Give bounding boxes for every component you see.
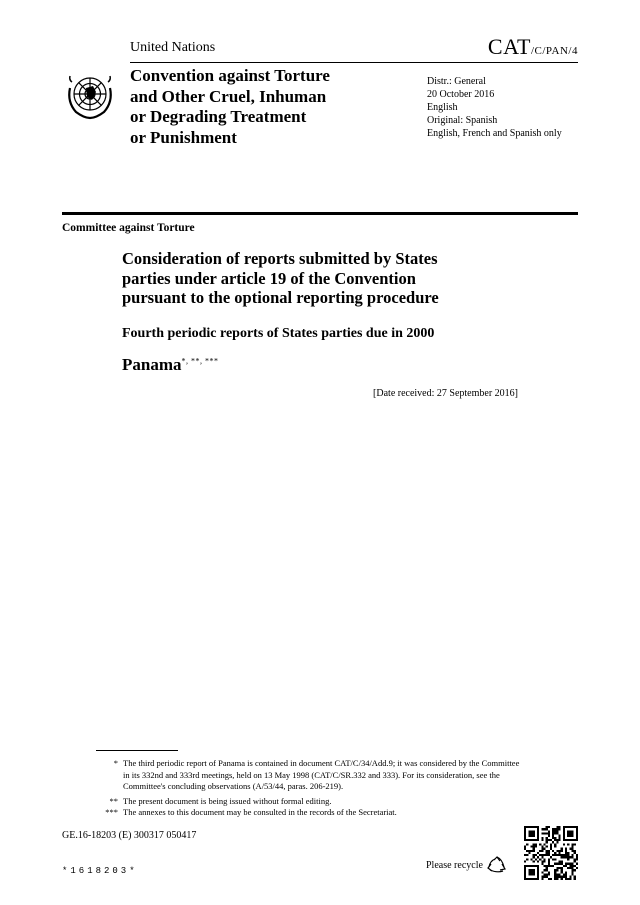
qr-module [546,852,548,854]
qr-module [546,865,548,867]
convention-title-line: Convention against Torture [130,66,330,85]
qr-module [559,861,561,863]
qr-module [541,828,543,830]
qr-module [576,856,578,858]
footnote-text: The annexes to this document may be consulted in the records of the Secretariat. [123,807,397,817]
qr-module [559,826,561,828]
qr-module [569,863,571,865]
qr-module [526,843,528,845]
qr-module [552,865,554,867]
qr-module [576,854,578,856]
qr-module [541,837,543,839]
qr-module [561,854,563,856]
qr-module [548,826,550,828]
qr-module [572,856,574,858]
qr-module [574,858,576,860]
qr-module [526,854,528,856]
date-received: [Date received: 27 September 2016] [373,388,518,399]
qr-module [546,850,548,852]
qr-module [554,858,556,860]
qr-module [550,865,552,867]
footnote [96,758,526,793]
qr-module [552,854,554,856]
qr-module [567,854,569,856]
qr-module [556,832,558,834]
qr-module [554,876,556,878]
qr-module [572,869,574,871]
qr-module [561,863,563,865]
qr-module [561,867,563,869]
qr-module [572,843,574,845]
footnote-mark: ** [109,796,118,806]
qr-module [561,850,563,852]
qr-module [556,828,558,830]
qr-module [541,854,543,856]
qr-module [554,843,556,845]
qr-module [563,856,565,858]
qr-module [554,845,556,847]
document-symbol-main: CAT [487,34,531,59]
distribution-line: English [427,102,458,113]
barcode [62,847,158,865]
qr-module [543,869,545,871]
qr-module [556,826,558,828]
convention-title-line: or Degrading Treatment [130,107,307,126]
qr-module [546,832,548,834]
qr-module [543,874,545,876]
qr-module [574,869,576,871]
qr-module [559,863,561,865]
qr-module [539,843,541,845]
title-rule [62,212,578,215]
qr-module [561,871,563,873]
qr-module [559,828,561,830]
qr-module [541,876,543,878]
qr-module [576,867,578,869]
qr-module [554,839,556,841]
qr-module [574,852,576,854]
qr-module [565,878,567,880]
qr-module [561,869,563,871]
qr-module [554,869,556,871]
footnote-mark: *** [105,807,118,817]
distribution-line: Original: Spanish [427,115,498,126]
qr-module [556,839,558,841]
qr-module [546,841,548,843]
country-heading [122,355,219,375]
qr-module [569,848,571,850]
qr-module [535,854,537,856]
qr-module [539,850,541,852]
qr-module [548,871,550,873]
footnote [96,807,526,819]
qr-module [567,852,569,854]
qr-module [554,832,556,834]
qr-module [548,861,550,863]
qr-module [546,839,548,841]
qr-module [567,878,569,880]
qr-module [569,865,571,867]
qr-module [546,828,548,830]
qr-module [574,865,576,867]
qr-module [548,874,550,876]
recycle-icon [487,856,507,874]
committee-name: Committee against Torture [62,222,195,234]
qr-module [556,863,558,865]
footnote-mark: * [113,758,118,768]
qr-module [546,876,548,878]
qr-module [548,863,550,865]
qr-module [543,861,545,863]
qr-module [552,837,554,839]
qr-module [554,871,556,873]
qr-module [548,858,550,860]
qr-module [535,843,537,845]
qr-module [548,878,550,880]
qr-module [556,878,558,880]
qr-module [559,835,561,837]
qr-module [572,845,574,847]
qr-module [541,832,543,834]
qr-module [533,845,535,847]
qr-module [541,845,543,847]
qr-module [572,865,574,867]
footnote-text: The third periodic report of Panama is contained in document CAT/C/34/Add.9; it was considered by the Committee in its 332nd and 333rd meetings, held on 13 May 1998 (CAT/C/SR.332 and 333). For its consideration, see the Committee's concluding observations (A/53/44, paras. 206-219). [123,758,520,791]
qr-module [552,832,554,834]
qr-module [550,839,552,841]
qr-module [554,828,556,830]
qr-module [554,863,556,865]
qr-module [539,854,541,856]
qr-module [565,865,567,867]
qr-module [552,858,554,860]
qr-module [533,848,535,850]
qr-module [524,861,526,863]
report-title-line: pursuant to the optional reporting procedure [122,288,439,307]
distribution-line: English, French and Spanish only [427,128,562,139]
qr-module [548,835,550,837]
qr-module [565,852,567,854]
qr-module [556,876,558,878]
qr-module [528,830,534,836]
qr-module [565,874,567,876]
qr-module [550,843,552,845]
qr-module [563,865,565,867]
organization-name: United Nations [130,40,216,55]
qr-module [548,830,550,832]
qr-module [574,861,576,863]
qr-module [556,874,558,876]
footnote-rule [96,750,178,751]
qr-module [546,867,548,869]
document-symbol-suffix: /C/PAN/4 [530,45,578,57]
qr-module [541,848,543,850]
report-title [122,249,502,308]
qr-module [556,850,558,852]
qr-module [550,848,552,850]
report-title-line: parties under article 19 of the Convention [122,268,416,288]
qr-module [541,856,543,858]
qr-module [526,850,528,852]
qr-module [565,854,567,856]
qr-module [567,858,569,860]
qr-module [535,845,537,847]
qr-module [543,865,545,867]
qr-module [563,876,565,878]
qr-module [546,869,548,871]
qr-module [559,867,561,869]
qr-module [576,858,578,860]
distribution-line: Distr.: General [427,76,486,87]
qr-module [541,850,543,852]
qr-module [548,850,550,852]
qr-module [561,848,563,850]
qr-module [572,854,574,856]
qr-module [561,861,563,863]
footnote-text: The present document is being issued without formal editing. [123,796,332,806]
footnote-markers: *, **, *** [181,356,219,366]
qr-module [565,863,567,865]
qr-module [537,861,539,863]
qr-module [550,856,552,858]
qr-module [563,843,565,845]
qr-module [556,830,558,832]
qr-module [561,878,563,880]
qr-module [541,871,543,873]
un-emblem [62,68,118,124]
qr-module [552,828,554,830]
qr-module [559,839,561,841]
qr-module [548,832,550,834]
qr-module [546,826,548,828]
qr-module [546,854,548,856]
qr-module [567,856,569,858]
qr-module [541,863,543,865]
qr-module [543,876,545,878]
qr-module [548,865,550,867]
qr-module [543,858,545,860]
qr-module [554,874,556,876]
convention-title-line: or Punishment [130,127,237,147]
qr-module [565,848,567,850]
qr-module [572,867,574,869]
qr-module [535,858,537,860]
qr-module [543,854,545,856]
qr-module [552,850,554,852]
qr-module [574,876,576,878]
qr-module [565,876,567,878]
recycle-notice [426,856,507,874]
qr-module [541,839,543,841]
qr-module [567,867,569,869]
report-title-line: Consideration of reports submitted by States [122,249,438,268]
qr-module [550,878,552,880]
qr-module [554,852,556,854]
qr-module [559,876,561,878]
qr-module [548,854,550,856]
qr-module [569,867,571,869]
qr-module [572,850,574,852]
qr-module [561,856,563,858]
qr-module [526,858,528,860]
qr-module [554,830,556,832]
qr-module [569,856,571,858]
qr-module [528,852,530,854]
document-symbol [488,34,578,60]
qr-module [537,852,539,854]
qr-module [559,850,561,852]
qr-module [559,852,561,854]
qr-module [556,841,558,843]
qr-module [533,850,535,852]
qr-module [559,874,561,876]
distribution-info [427,75,562,140]
qr-module [543,843,545,845]
qr-module [539,858,541,860]
barcode-text: *1618203* [62,866,138,876]
qr-module [524,854,526,856]
qr-module [533,843,535,845]
qr-module [530,858,532,860]
qr-module [524,845,526,847]
qr-module [541,861,543,863]
qr-module [541,878,543,880]
qr-module [565,850,567,852]
convention-title [130,66,390,148]
qr-module [543,848,545,850]
qr-module [559,837,561,839]
qr-module [559,854,561,856]
qr-module [554,878,556,880]
qr-module [572,863,574,865]
qr-module [567,863,569,865]
qr-module [567,830,573,836]
qr-module [574,843,576,845]
qr-module [556,869,558,871]
qr-module [533,854,535,856]
qr-module [572,871,574,873]
qr-module [546,874,548,876]
qr-module [548,839,550,841]
qr-module [572,848,574,850]
qr-module [556,867,558,869]
qr-module [569,878,571,880]
qr-module [548,852,550,854]
qr-module [552,835,554,837]
qr-module [572,874,574,876]
qr-module [550,845,552,847]
qr-module [543,828,545,830]
qr-module [543,832,545,834]
qr-module [556,854,558,856]
qr-module [574,850,576,852]
qr-module [565,856,567,858]
qr-module [528,869,534,875]
qr-module [530,850,532,852]
distribution-date: 20 October 2016 [427,89,495,100]
qr-module [530,845,532,847]
qr-module [563,854,565,856]
qr-module [537,856,539,858]
job-number: GE.16-18203 (E) 300317 050417 [62,830,197,841]
qr-module [569,876,571,878]
qr-module [554,837,556,839]
report-subtitle: Fourth periodic reports of States parties due in 2000 [122,326,435,341]
footnote [96,796,526,808]
recycle-text: Please recycle [426,859,483,871]
convention-title-line: and Other Cruel, Inhuman [130,86,327,106]
qr-module [552,830,554,832]
qr-module [533,856,535,858]
qr-code [524,826,578,880]
qr-module [567,843,569,845]
qr-module [574,878,576,880]
qr-module [565,871,567,873]
qr-module [528,850,530,852]
qr-module [546,837,548,839]
country-name: Panama [122,355,182,374]
qr-module [563,874,565,876]
qr-module [524,848,526,850]
qr-module [554,854,556,856]
qr-module [561,876,563,878]
qr-module [533,861,535,863]
header-rule [130,62,578,63]
qr-module [546,845,548,847]
qr-module [552,841,554,843]
qr-module [576,863,578,865]
